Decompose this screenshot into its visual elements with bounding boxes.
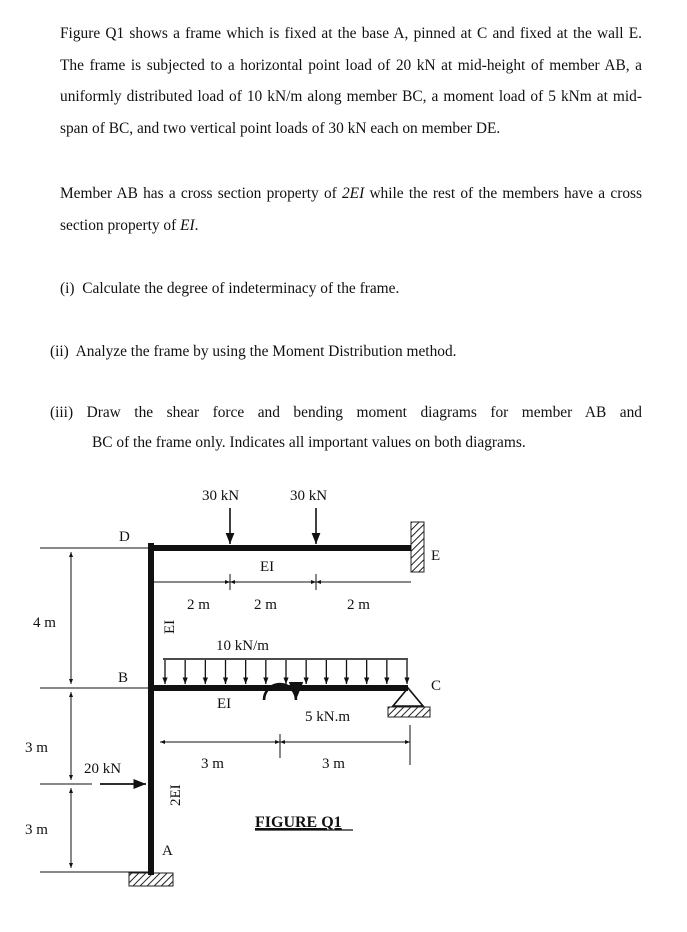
udl-label: 10 kN/m xyxy=(216,638,269,654)
question-3-line-2: BC of the frame only. Indicates all important values on both diagrams. xyxy=(92,434,526,451)
node-d-label: D xyxy=(119,529,130,545)
dim-height-ab-upper: 3 m xyxy=(25,740,48,756)
question-2-text: Analyze the frame by using the Moment Distribution method. xyxy=(75,343,457,360)
question-2-number: (ii) xyxy=(50,343,69,360)
problem-intro-text: Figure Q1 shows a frame which is fixed at the base A, pinned at C and fixed at the wall E. The frame is subjected to a horizontal point load of 20 kN at mid-height of member AB, a uniformly distributed load of 10 kN/m along member BC, a moment load of 5 kNm at mid-span of BC, and two vertical point loads of 30 kN each on member DE. xyxy=(60,25,642,137)
udl-arrows xyxy=(165,660,407,684)
horizontal-load-label: 20 kN xyxy=(84,761,122,777)
node-c-label: C xyxy=(431,678,442,694)
node-b-label: B xyxy=(118,670,129,686)
property-bd-label: EI xyxy=(162,619,178,634)
node-e-label: E xyxy=(431,548,441,564)
question-1-text: Calculate the degree of indeterminacy of the frame. xyxy=(82,280,400,297)
dim-de-seg3: 2 m xyxy=(347,597,370,613)
question-1-number: (i) xyxy=(60,280,75,297)
dimension-bc xyxy=(160,725,410,765)
property-ab-label: 2EI xyxy=(168,784,184,806)
section-text-2: while the rest of the members have a cross section property of xyxy=(60,185,642,234)
fixed-wall-e xyxy=(411,522,424,572)
point-load-2-label: 30 kN xyxy=(290,488,328,504)
node-a-label: A xyxy=(162,843,173,859)
section-text-1: Member AB has a cross section property of xyxy=(60,185,342,202)
pin-support-c xyxy=(388,688,430,717)
moment-label: 5 kN.m xyxy=(305,709,350,725)
property-bc-label: EI xyxy=(217,696,232,712)
section-text-3: . xyxy=(194,216,199,234)
dim-height-ab-lower: 3 m xyxy=(25,822,48,838)
question-3-number: (iii) xyxy=(50,404,74,421)
dim-bc-seg1: 3 m xyxy=(201,756,224,772)
dim-de-seg1: 2 m xyxy=(187,597,210,613)
dimension-de xyxy=(151,574,411,590)
section-2ei: 2EI xyxy=(341,185,365,202)
property-de-label: EI xyxy=(260,559,275,575)
figure-caption: FIGURE Q1 xyxy=(255,814,342,831)
dimension-vertical xyxy=(40,548,148,872)
section-ei: EI xyxy=(180,216,195,234)
dim-bc-seg2: 3 m xyxy=(322,756,345,772)
dim-height-bd: 4 m xyxy=(33,615,56,631)
dim-de-seg2: 2 m xyxy=(254,597,277,613)
question-3-text-1: Draw the shear force and bending moment diagrams for member AB and xyxy=(86,404,642,421)
point-load-1-label: 30 kN xyxy=(202,488,240,504)
